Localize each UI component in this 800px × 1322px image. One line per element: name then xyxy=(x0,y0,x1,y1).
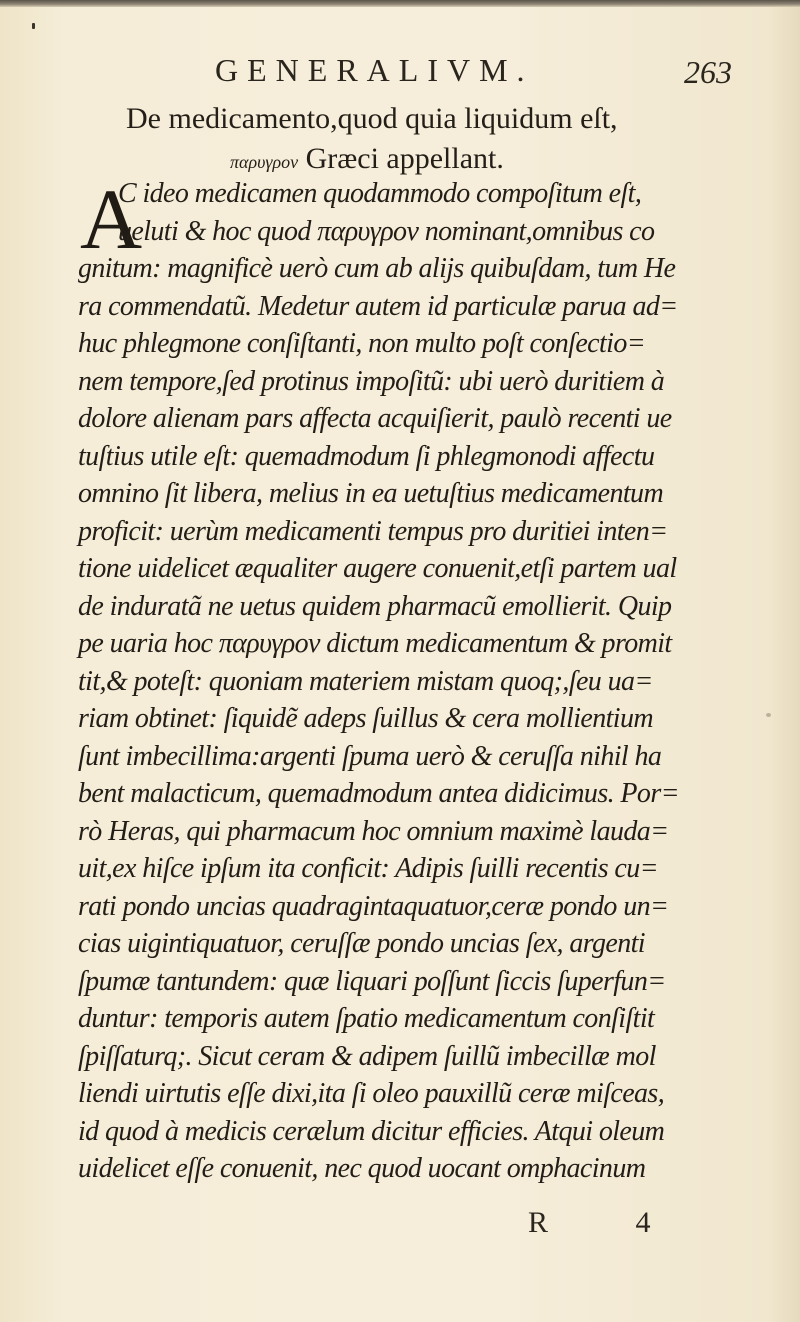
text-line: pe uaria hoc παρυγρον dictum medicamentum & promit xyxy=(78,628,672,659)
running-head xyxy=(0,52,800,92)
text-line: dolore alienam pars affecta acquiſierit, paulò recenti ue xyxy=(78,403,672,434)
text-line: ueluti & hoc quod παρυγρον nominant,omnibus co xyxy=(118,215,655,247)
page-number: 263 xyxy=(684,54,732,90)
text-line: rò Heras, qui pharmacum hoc omnium maximè lauda= xyxy=(78,815,669,847)
text-line: gnitum: magnificè uerò cum ab alijs quibuſdam, tum He xyxy=(78,253,676,284)
page-top-edge xyxy=(0,0,800,7)
text-line: tione uidelicet æqualiter augere conuenit,etſi partem ual xyxy=(78,553,677,584)
drop-cap: A xyxy=(80,171,143,267)
ink-mark xyxy=(32,23,35,29)
text-line: ſpiſſaturq;. Sicut ceram & adipem ſuillũ imbecillæ mol xyxy=(78,1040,656,1072)
text-line: de induratã ne uetus quidem pharmacũ emollierit. Quip xyxy=(78,590,672,622)
text-line: bent malacticum, quemadmodum antea didicimus. Por= xyxy=(78,778,679,809)
text-line: duntur: temporis autem ſpatio medicamentum conſiſtit xyxy=(78,1003,655,1034)
text-line: ſunt imbecillima:argenti ſpuma uerò & ceruſſa nihil ha xyxy=(78,740,662,772)
heading-line-2-text: Græci appellant. xyxy=(298,142,504,175)
signature-mark: R 4 xyxy=(528,1206,691,1239)
text-line: uidelicet eſſe conuenit, nec quod uocant omphacinum xyxy=(78,1153,646,1184)
section-heading-line-2 xyxy=(230,142,504,176)
text-line: huc phlegmone conſiſtanti, non multo poſt conſectio= xyxy=(78,328,646,359)
paper-speck xyxy=(766,713,771,717)
text-line: cias uigintiquatuor, ceruſſæ pondo uncias ſex, argenti xyxy=(78,928,645,959)
running-title: GENERALIVM. xyxy=(215,52,534,88)
text-line: nem tempore,ſed protinus impoſitũ: ubi uerò duritiem à xyxy=(78,365,665,397)
text-line: proficit: uerùm medicamenti tempus pro duritiei inten= xyxy=(78,515,668,547)
text-line: omnino ſit libera, melius in ea uetuſtius medicamentum xyxy=(78,478,664,509)
text-line: uit,ex hiſce ipſum ita conficit: Adipis ſuilli recentis cu= xyxy=(78,853,658,884)
text-line: liendi uirtutis eſſe dixi,ita ſi oleo pauxillũ ceræ miſceas, xyxy=(78,1078,665,1109)
section-heading-line-1: De medicamento,quod quia liquidum eſt, xyxy=(126,102,618,135)
text-line: C ideo medicamen quodammodo compoſitum eſt, xyxy=(118,178,642,209)
text-line: tit,& poteſt: quoniam materiem mistam quoq;,ſeu ua= xyxy=(78,665,653,697)
text-line: ra commendatũ. Medetur autem id particulæ parua ad= xyxy=(78,290,678,322)
text-line: ſpumæ tantundem: quæ liquari poſſunt ſiccis ſuperfun= xyxy=(78,965,666,997)
text-line: rati pondo uncias quadragintaquatuor,ceræ pondo un= xyxy=(78,890,669,922)
text-line: tuſtius utile eſt: quemadmodum ſi phlegmonodi affectu xyxy=(78,440,655,472)
text-line: id quod à medicis cerælum dicitur efficies. Atqui oleum xyxy=(78,1115,665,1147)
text-line: riam obtinet: ſiquidẽ adeps ſuillus & cera mollientium xyxy=(78,703,653,734)
greek-word: παρυγρον xyxy=(230,152,299,172)
